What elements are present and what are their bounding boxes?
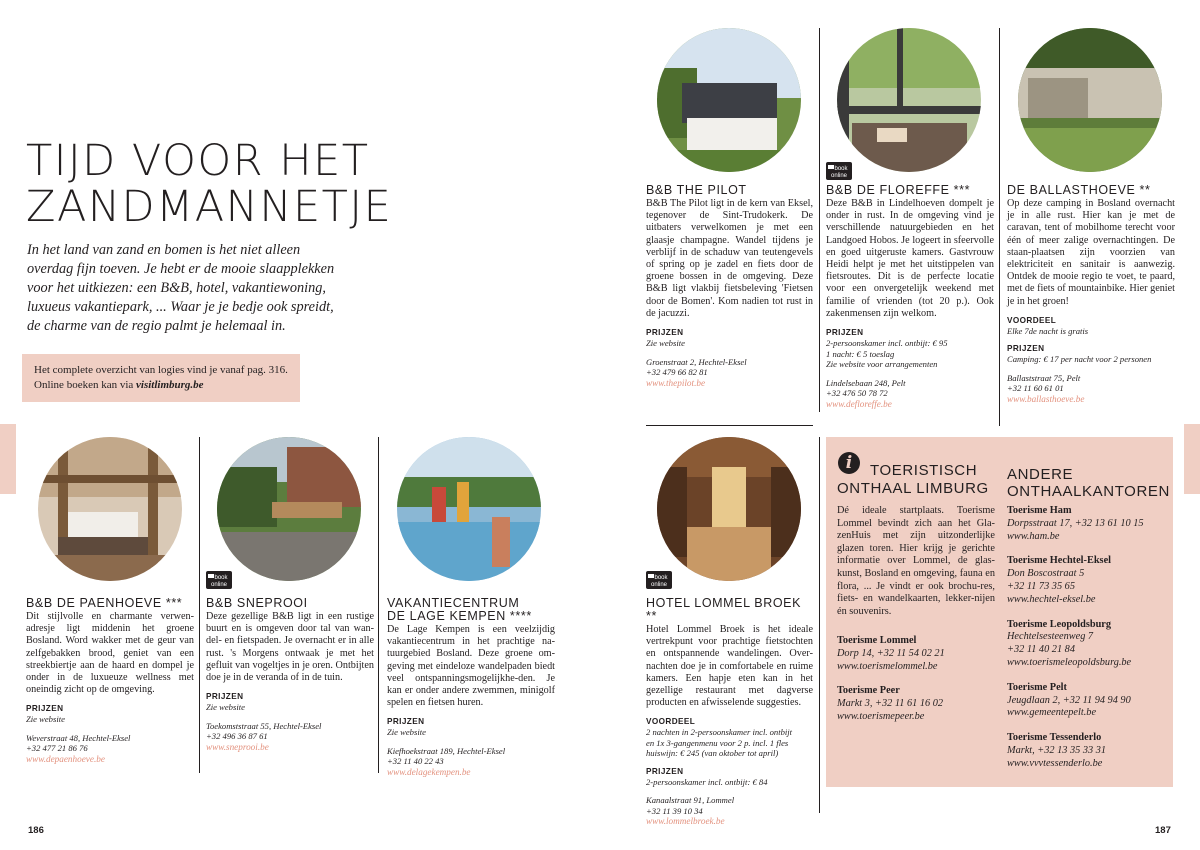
badge-line-1: book: [654, 575, 668, 581]
office-tessenderlo: [1007, 732, 1172, 770]
intro-text: In het land van zand en bomen is het niet alleen overdag fijn toeven. Je hebt er de mooie slaapplekken voor het uitkiezen: een B&B, hotel, vakantiewoning, luxueus vakantiepark, ... Waar je je bedje ook spreidt, de charme van de regio palmt je helemaal in.: [27, 242, 335, 334]
right-side-tab: [1184, 424, 1200, 494]
prices-text: Zie website: [387, 727, 426, 738]
office-line: Dorpsstraat 17, +32 13 61 10 15: [1007, 517, 1144, 529]
prices-label: PRIJZEN: [26, 704, 64, 714]
divider: [199, 437, 200, 773]
entry-ballasthoeve: [1007, 184, 1175, 405]
prices-label: PRIJZEN: [646, 328, 684, 338]
lommelbroek-photo: [657, 437, 801, 581]
divider: [378, 437, 379, 773]
entry-title: B&B DE FLOREFFE ***: [826, 183, 971, 197]
website-link[interactable]: www.delagekempen.be: [387, 766, 471, 777]
entry-body: Op deze camping in Bosland overnacht je in alle rust. Hier kan je met de caravan, tent of mobilhome terecht voor één of meer zalige overnachtingen. De staan-plaatsen zijn voorzien van elektriciteit en sanitair is aanwezig. Ontdek de mooie regio te voet, te paard, met de fiets of mountainbike. Hier geniet je in het groen!: [1007, 198, 1175, 307]
price-line: Zie website voor arrangementen: [826, 359, 938, 370]
ballasthoeve-photo: [1018, 28, 1162, 172]
office-line: Markt, +32 13 35 33 31: [1007, 744, 1107, 756]
divider: [999, 28, 1000, 426]
office-pelt: [1007, 682, 1172, 720]
notice-box: [22, 354, 300, 402]
office-website[interactable]: www.gemeentepelt.be: [1007, 707, 1097, 719]
office-line: Don Boscostraat 5: [1007, 568, 1085, 580]
website-link[interactable]: www.thepilot.be: [646, 377, 706, 388]
entry-pilot: [646, 184, 813, 389]
phone: +32 496 36 87 61: [206, 731, 268, 742]
badge-line-1: book: [834, 166, 848, 172]
prices-text: Camping: € 17 per nacht voor 2 personen: [1007, 354, 1152, 365]
prices-label: PRIJZEN: [1007, 344, 1045, 354]
divider: [819, 437, 820, 813]
entry-body: De Lage Kempen is een veelzijdig vakantiecentrum in het prachtige na-tuurgebied Bosland. Deze groene om-geving met eindeloze wandelpaden biedt veel ontspanningsmogelijkhe-den. Je kan er onder andere zwemmen, minigolf spelen en fietsen huren.: [387, 624, 555, 709]
visitlimburg-link[interactable]: visitlimburg.be: [136, 379, 204, 391]
office-website[interactable]: www.vvvtessenderlo.be: [1007, 757, 1103, 769]
address: Kiefhoekstraat 189, Hechtel-Eksel: [387, 745, 506, 756]
entry-paenhoeve: [26, 597, 194, 765]
info-heading2-line-2: ONTHAALKANTOREN: [1007, 483, 1170, 500]
entry-lommelbroek: [646, 597, 813, 827]
website-link[interactable]: www.ballasthoeve.be: [1007, 393, 1085, 404]
address: Kanaalstraat 91, Lommel: [646, 795, 735, 806]
badge-line-2: online: [830, 173, 848, 179]
pilot-photo: [657, 28, 801, 172]
entry-body: B&B The Pilot ligt in de kern van Eksel, tegenover de Sint-Trudokerk. De uitbaters verwelkomen je met een glaasje champagne. Wandel tijdens je verblijf in de schaduw van teutengevels of spring op je zadel en fiets door de groene bossen in de omgeving. Deze B&B ligt vlakbij fietsbeleving 'Fietsen door de Bomen'. Kom nadien tot rust in de jacuzzi.: [646, 198, 813, 319]
book-online-badge[interactable]: [826, 162, 852, 180]
office-leopoldsburg: [1007, 619, 1172, 670]
divider: [819, 28, 820, 412]
book-online-badge[interactable]: [646, 571, 672, 589]
offices-right-column: [1007, 505, 1172, 771]
notice-prefix: Online boeken kan via: [34, 379, 137, 391]
badge-line-2: online: [650, 582, 668, 588]
phone: +32 477 21 86 76: [26, 743, 88, 754]
entry-body: Deze B&B in Lindelhoeven dompelt je onder in rust. In de omgeving vind je verschillende natuurgebieden en het Landgoed Hobos. Je logeert in sfeervolle en goed uitgeruste kamers. Gastvrouw Heidi helpt je met het uitstippelen van fietsroutes. Dit is de perfecte locatie voor een onvergetelijk weekend met familie of vrienden (tot 20 p.). Ook zakenmensen zijn welkom.: [826, 198, 994, 319]
entry-title: B&B THE PILOT: [646, 183, 747, 197]
phone: +32 11 39 10 34: [646, 805, 703, 816]
phone: +32 476 50 78 72: [826, 388, 888, 399]
badge-line-2: online: [210, 582, 228, 588]
office-name: Toerisme Hechtel-Eksel: [1007, 555, 1111, 567]
advantage-text: Elke 7de nacht is gratis: [1007, 325, 1089, 336]
prices-text: Zie website: [206, 702, 245, 713]
office-name: Toerisme Ham: [1007, 505, 1072, 516]
entry-floreffe: [826, 184, 994, 410]
prices-label: PRIJZEN: [826, 328, 864, 338]
page-number-right: 187: [1155, 825, 1171, 836]
entry-title-line-1: VAKANTIECENTRUM: [387, 596, 520, 610]
entry-title: DE BALLASTHOEVE **: [1007, 183, 1151, 197]
entry-body: Hotel Lommel Broek is het ideale vertrekpunt voor prachtige fietstochten en ontspannende wandelingen. Over-nachten doe je in comfortabele en ruime kamers. Een hapje eten kan in het gezellige restaurant met dagverse producten en afwisselende suggesties.: [646, 624, 813, 709]
office-website[interactable]: www.toerismeleopoldsburg.be: [1007, 656, 1132, 668]
entry-title: [387, 597, 555, 623]
entry-title: B&B DE PAENHOEVE ***: [26, 596, 183, 610]
office-name: Toerisme Peer: [837, 685, 900, 697]
office-name: Toerisme Tessenderlo: [1007, 732, 1102, 744]
info-body: Dé ideale startplaats. Toerisme Lommel bevindt zich aan het Gla-zenHuis met zijn uitzonderlijke glazen toren. Hier krijg je gerichte informatie over Lommel, de glas-kunst, Bosland en omgeving, fauna en flora, ... Je vindt er ook brochu-res, fiets- en wandelkaarten, lekker-nijen én souvenirs.: [837, 505, 995, 617]
notice-line-2: [34, 378, 288, 393]
badge-line-1: book: [214, 575, 228, 581]
phone: +32 11 40 22 43: [387, 756, 444, 767]
office-name: Toerisme Leopoldsburg: [1007, 618, 1112, 630]
divider: [646, 425, 813, 426]
entry-title: HOTEL LOMMEL BROEK **: [646, 596, 802, 623]
entry-body: Deze gezellige B&B ligt in een rustige buurt en is omgeven door tal van wan-del- en fietspaden. Je overnacht er in alle rust. 's Morgens ontwaak je met het gefluit van vogeltjes in je oren. Ontbijten doe je in de veranda of in de tuin.: [206, 611, 374, 684]
website-link[interactable]: www.lommelbroek.be: [646, 816, 725, 827]
advantage-label: VOORDEEL: [646, 717, 696, 727]
advantage-line: en 1x 3-gangenmenu voor 2 p. incl. 1 fles: [646, 737, 789, 748]
prices-text: Zie website: [26, 714, 65, 725]
website-link[interactable]: www.sneprooi.be: [206, 741, 269, 752]
phone: +32 479 66 82 81: [646, 367, 708, 378]
left-side-tab: [0, 424, 16, 494]
sneprooi-photo: [217, 437, 361, 581]
offices-left-column: [837, 635, 1002, 724]
website-link[interactable]: www.depaenhoeve.be: [26, 753, 105, 764]
office-hechtel-eksel: [1007, 555, 1172, 606]
office-line: +32 11 73 35 65: [1007, 580, 1075, 592]
page-number-left: 186: [28, 825, 44, 836]
office-line: Hechtelsesteenweg 7: [1007, 631, 1094, 643]
office-website[interactable]: www.toerismelommel.be: [837, 660, 938, 672]
address: Groenstraat 2, Hechtel-Eksel: [646, 356, 747, 367]
office-name: Toerisme Pelt: [1007, 681, 1067, 693]
office-line: +32 11 40 21 84: [1007, 644, 1075, 656]
address: Ballaststraat 75, Pelt: [1007, 372, 1081, 383]
advantage-label: VOORDEEL: [1007, 315, 1057, 325]
entry-title-line-2: DE LAGE KEMPEN ****: [387, 609, 532, 623]
entry-body: Dit stijlvolle en charmante verwen-adresje ligt middenin het groene Bosland. Word wakker met de geur van zelfgebakken brood, geniet van een streekbiertje aan de haard en dompel je onder in de luxueuze wellness met oneindig zicht op de omgeving.: [26, 611, 194, 696]
office-website[interactable]: www.toerismepeer.be: [837, 710, 925, 722]
entry-title: B&B SNEPROOI: [206, 596, 308, 610]
info-heading2-line-1: ANDERE: [1007, 466, 1074, 483]
price-line: 1 nacht: € 5 toeslag: [826, 348, 895, 359]
advantage-line: huiswijn: € 245 (van oktober tot april): [646, 748, 779, 759]
address: Lindelsebaan 248, Pelt: [826, 377, 906, 388]
office-website[interactable]: www.ham.be: [1007, 530, 1060, 542]
headline-line-1: TIJD VOOR HET: [26, 136, 370, 186]
prices-text: 2-persoonskamer incl. ontbijt: € 84: [646, 776, 768, 787]
entry-sneprooi: [206, 597, 374, 753]
paenhoeve-photo: [38, 437, 182, 581]
prices-label: PRIJZEN: [387, 717, 425, 727]
headline-line-2: ZANDMANNETJE: [26, 182, 393, 232]
office-line: Jeugdlaan 2, +32 11 94 94 90: [1007, 694, 1131, 706]
prices-label: PRIJZEN: [646, 766, 684, 776]
advantage-line: 2 nachten in 2-persoonskamer incl. ontbijt: [646, 727, 793, 738]
info-heading-line-2: ONTHAAL LIMBURG: [837, 480, 989, 497]
lagekempen-photo: [397, 437, 541, 581]
address: Toekomststraat 55, Hechtel-Eksel: [206, 720, 322, 731]
office-line: Dorp 14, +32 11 54 02 21: [837, 647, 945, 659]
prices-text: Zie website: [646, 338, 685, 349]
office-lommel: [837, 635, 1002, 673]
tourist-info-box: [826, 437, 1173, 787]
office-ham: [1007, 505, 1172, 543]
page-headline: [26, 138, 426, 230]
address: Weverstraat 48, Hechtel-Eksel: [26, 732, 131, 743]
entry-lagekempen: [387, 597, 555, 778]
notice-line-1: Het complete overzicht van logies vind je vanaf pag. 316.: [34, 364, 288, 376]
info-heading-line-1: TOERISTISCH: [870, 462, 978, 479]
office-line: Markt 3, +32 11 61 16 02: [837, 698, 944, 710]
website-link[interactable]: www.defloreffe.be: [826, 398, 892, 409]
prices-label: PRIJZEN: [206, 692, 244, 702]
office-peer: [837, 685, 1002, 723]
floreffe-photo: [837, 28, 981, 172]
office-name: Toerisme Lommel: [837, 635, 917, 646]
office-website[interactable]: www.hechtel-eksel.be: [1007, 593, 1096, 605]
book-online-badge[interactable]: [206, 571, 232, 589]
phone: +32 11 60 61 01: [1007, 383, 1064, 394]
info-icon: i: [838, 452, 860, 474]
price-line: 2-persoonskamer incl. ontbijt: € 95: [826, 338, 948, 349]
